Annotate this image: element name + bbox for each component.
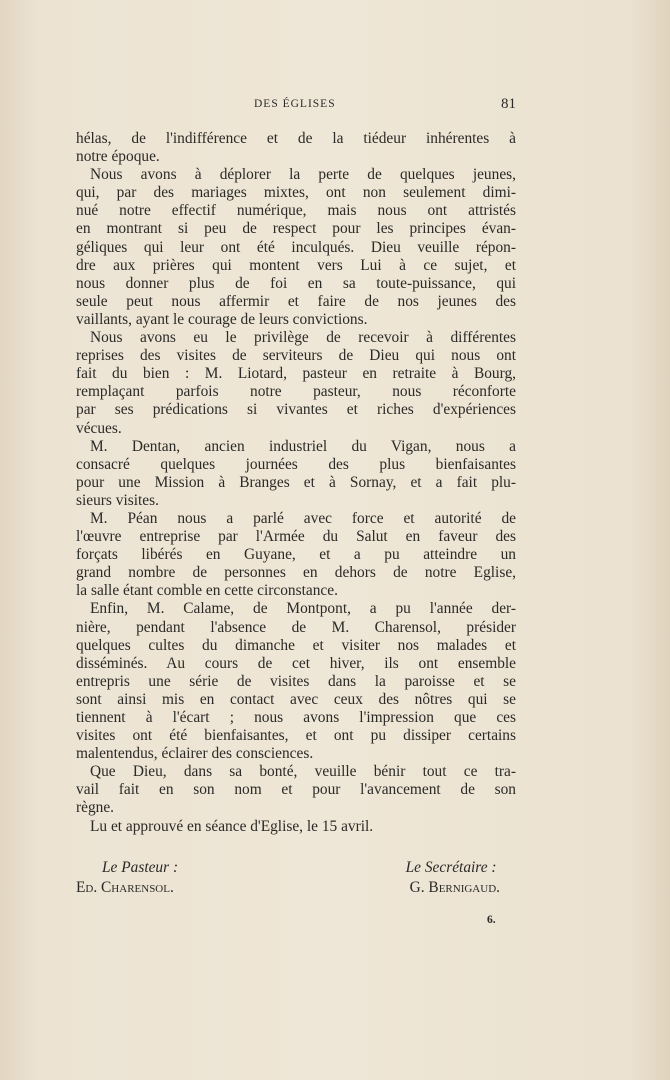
text-line: Lu et approuvé en séance d'Eglise, le 15 avril.: [90, 817, 374, 835]
text-line: malentendus, éclairer des consciences.: [76, 745, 314, 763]
text-line: Nous avons à déplorer la perte de quelques jeunes,: [90, 166, 516, 184]
text-line: pour une Mission à Branges et à Sornay, et a fait plu-: [76, 473, 516, 491]
text-line: nous donner plus de foi en sa toute-puissance, qui: [76, 274, 516, 292]
secretary-name: G. Bernigaud.: [409, 879, 500, 896]
text-line: quelques cultes du dimanche et visiter nos malades et: [76, 636, 516, 654]
secretary-role: Le Secrétaire :: [405, 859, 497, 876]
text-line: vécues.: [76, 419, 122, 437]
text-line: seule peut nous affermir et faire de nos jeunes des: [76, 292, 516, 310]
text-line: remplaçant parfois notre pasteur, nous réconforte: [76, 383, 516, 401]
text-line: la salle étant comble en cette circonstance.: [76, 582, 338, 600]
text-line: hélas, de l'indifférence et de la tiédeur inhérentes à: [76, 130, 516, 147]
body-text: [76, 130, 516, 836]
running-title: DES ÉGLISES: [254, 98, 336, 110]
text-line: entrepris une série de visites dans la paroisse et se: [76, 672, 516, 690]
text-line: vail fait en son nom et pour l'avancement de son: [76, 781, 516, 799]
text-line: l'œuvre entreprise par l'Armée du Salut en faveur des: [76, 528, 516, 546]
text-line: Enfin, M. Calame, de Montpont, a pu l'année der-: [90, 600, 516, 618]
text-line: tiennent à l'écart ; nous avons l'impression que ces: [76, 709, 516, 726]
secretary-signature: [406, 858, 500, 898]
text-line: reprises des visites de serviteurs de Dieu qui nous ont: [76, 347, 516, 365]
text-line: disséminés. Au cours de cet hiver, ils ont ensemble: [76, 654, 516, 672]
text-line: Nous avons eu le privilège de recevoir à différentes: [90, 329, 516, 347]
text-line: fait du bien : M. Liotard, pasteur en retraite à Bourg,: [76, 365, 516, 383]
page-header: [76, 96, 516, 116]
text-line: sieurs visites.: [76, 491, 159, 509]
text-line: vaillants, ayant le courage de leurs convictions.: [76, 310, 368, 328]
text-line: règne.: [76, 799, 115, 817]
signature-block: [76, 858, 500, 902]
text-line: géliques qui leur ont été inculqués. Dieu veuille répon-: [76, 238, 516, 256]
pastor-name: Ed. Charensol.: [76, 879, 174, 896]
text-line: sont ainsi mis en contact avec ceux des nôtres qui se: [76, 690, 516, 708]
signature-mark: 6.: [487, 914, 496, 926]
text-line: M. Péan nous a parlé avec force et autorité de: [90, 509, 516, 527]
text-line: nué notre effectif numérique, mais nous ont attristés: [76, 202, 516, 220]
text-line: par ses prédications si vivantes et riches d'expériences: [76, 401, 516, 419]
text-line: nière, pendant l'absence de M. Charensol, présider: [76, 618, 516, 636]
text-line: M. Dentan, ancien industriel du Vigan, nous a: [90, 437, 516, 455]
pastor-role: Le Pasteur :: [102, 859, 179, 876]
text-line: dre aux prières qui montent vers Lui à ce sujet, et: [76, 256, 516, 274]
text-line: notre époque.: [76, 148, 160, 166]
text-line: en montrant si peu de respect pour les principes évan-: [76, 220, 516, 238]
text-line: visites ont été bienfaisantes, et ont pu dissiper certains: [76, 727, 516, 745]
text-line: forçats libérés en Guyane, et a pu atteindre un: [76, 546, 516, 564]
pastor-signature: [76, 858, 178, 898]
text-line: Que Dieu, dans sa bonté, veuille bénir tout ce tra-: [90, 763, 516, 781]
page-number: 81: [501, 96, 516, 112]
text-line: consacré quelques journées des plus bienfaisantes: [76, 455, 516, 473]
text-line: grand nombre de personnes en dehors de notre Eglise,: [76, 564, 516, 582]
text-line: qui, par des mariages mixtes, ont non seulement dimi-: [76, 184, 516, 202]
